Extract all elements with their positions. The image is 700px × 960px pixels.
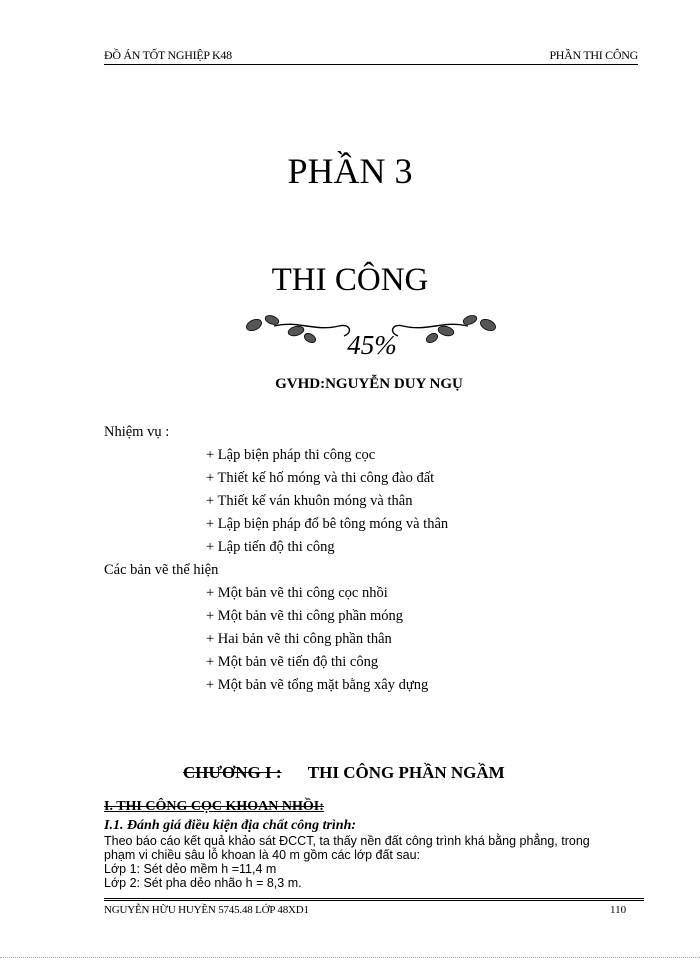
page-header xyxy=(104,48,638,65)
main-title: THI CÔNG xyxy=(271,262,429,298)
body-paragraph xyxy=(104,834,644,890)
footer-divider xyxy=(104,898,644,901)
task-item: + Lập tiến độ thi công xyxy=(206,539,335,555)
percent-value: 45% xyxy=(347,330,397,360)
body-line: phạm vi chiều sâu lỗ khoan là 40 m gồm các lớp đất sau: xyxy=(104,848,421,862)
chapter-title: THI CÔNG PHẦN NGẦM xyxy=(307,763,505,782)
advisor-name: GVHD:NGUYỄN DUY NGỤ xyxy=(275,376,463,392)
drawing-item: + Một bản vẽ thi công cọc nhồi xyxy=(206,585,388,601)
drawing-item: + Một bản vẽ tổng mặt bằng xây dựng xyxy=(206,677,429,693)
page-number: 110 xyxy=(610,904,627,916)
task-item: + Lập biện pháp thi công cọc xyxy=(206,447,376,463)
chapter-heading xyxy=(183,763,505,783)
chapter-number: CHƯƠNG I : xyxy=(183,763,282,782)
drawing-item: + Một bản vẽ tiến độ thi công xyxy=(206,654,379,670)
body-line: Theo báo cáo kết quả khảo sát ĐCCT, ta thấy nền đất công trình khá bằng phẳng, trong xyxy=(104,834,590,848)
drawings-label: Các bản vẽ thể hiện xyxy=(104,562,219,578)
drawing-item: + Một bản vẽ thi công phần móng xyxy=(206,608,404,624)
task-item: + Thiết kế ván khuôn móng và thân xyxy=(206,493,413,509)
task-item: + Lập biện pháp đổ bê tông móng và thân xyxy=(206,516,449,532)
page-break-divider xyxy=(0,957,700,958)
header-left-text: ĐỒ ÁN TỐT NGHIỆP K48 xyxy=(104,48,232,62)
drawing-item: + Hai bản vẽ thi công phần thân xyxy=(206,631,392,647)
section-heading: I. THI CÔNG CỌC KHOAN NHỒI: xyxy=(104,799,324,814)
task-item: + Thiết kế hố móng và thi công đào đất xyxy=(206,470,435,486)
subsection-heading: I.1. Đánh giá điều kiện địa chất công trình: xyxy=(104,818,357,833)
header-right-text: PHẦN THI CÔNG xyxy=(549,48,638,62)
body-line: Lớp 2: Sét pha dẻo nhão h = 8,3 m. xyxy=(104,876,302,890)
body-line: Lớp 1: Sét dẻo mềm h =11,4 m xyxy=(104,862,277,876)
tasks-label: Nhiệm vụ : xyxy=(104,424,170,440)
footer-author: NGUYỄN HỮU HUYỀN 5745.48 LỚP 48XD1 xyxy=(104,904,309,916)
part-title: PHẦN 3 xyxy=(287,151,413,191)
